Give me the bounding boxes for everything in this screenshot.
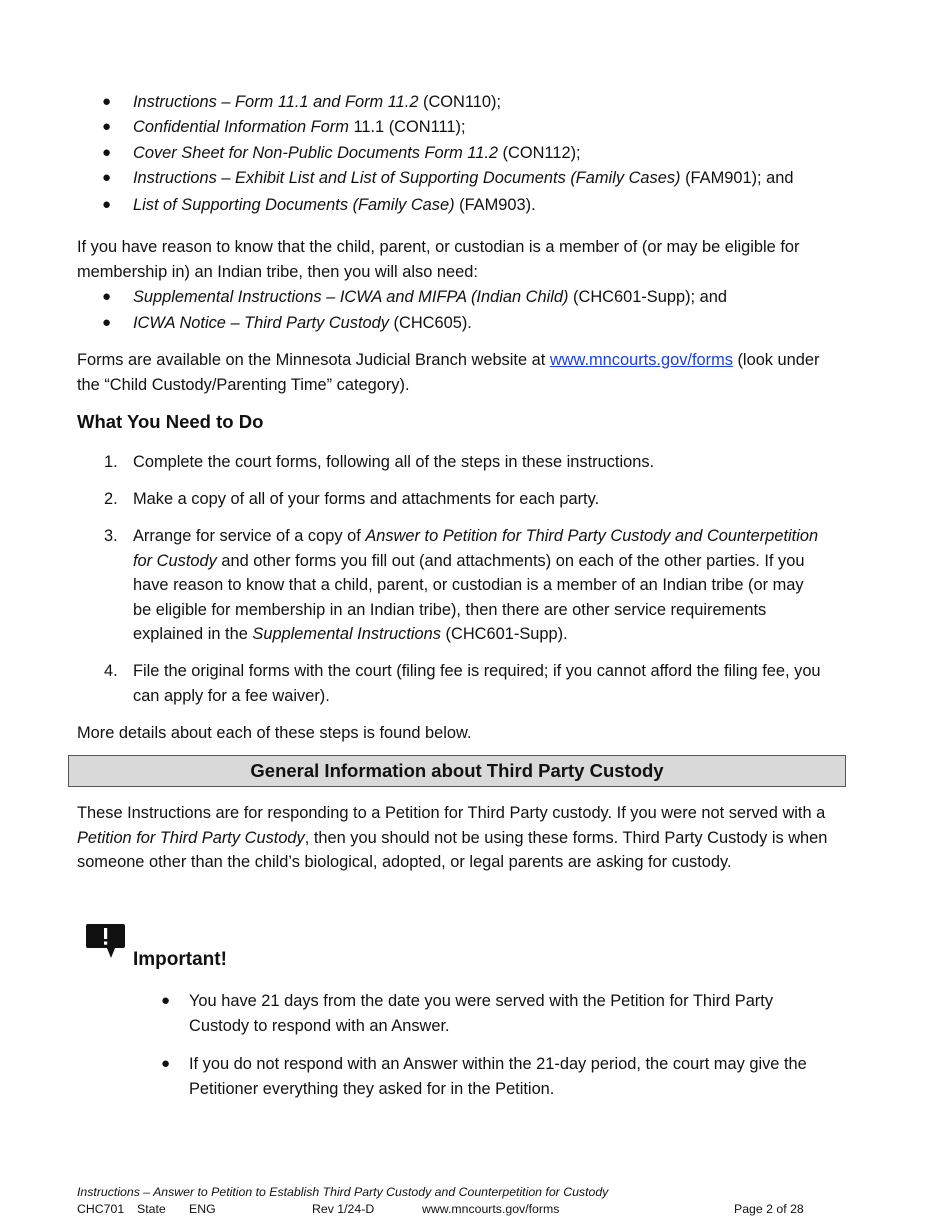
- form-code: (FAM903).: [454, 196, 536, 214]
- form-title: Supplemental Instructions: [252, 625, 441, 643]
- general-info-paragraph: [77, 801, 847, 875]
- form-code: (CON112);: [498, 144, 581, 162]
- step-text: [133, 524, 823, 647]
- step-text: Make a copy of all of your forms and attachments for each party.: [133, 490, 600, 508]
- step-text: Complete the court forms, following all of the steps in these instructions.: [133, 453, 655, 471]
- important-text: You have 21 days from the date you were served with the Petition for Third Party Custody to respond with an Answer.: [189, 992, 774, 1035]
- form-code: (CON110);: [418, 93, 502, 111]
- step-text: File the original forms with the court (filing fee is required; if you cannot afford the filing fee, you can apply for a fee waiver).: [133, 662, 821, 705]
- bullet-icon: ●: [102, 196, 112, 213]
- bullet-icon: ●: [161, 1055, 171, 1072]
- bullet-icon: ●: [102, 93, 112, 110]
- footer-website[interactable]: www.mncourts.gov/forms: [422, 1202, 560, 1216]
- steps-closing-text: More details about each of these steps is found below.: [77, 724, 472, 742]
- important-text: If you do not respond with an Answer within the 21-day period, the court may give the Petitioner everything they asked for in the Petition.: [189, 1055, 807, 1098]
- forms-text-tail: (look under the “Child Custody/Parenting Time” category).: [77, 351, 820, 394]
- form-title: Instructions – Form 11.1 and Form 11.2: [133, 93, 419, 111]
- form-title: Confidential Information Form: [133, 118, 349, 136]
- bullet-icon: ●: [161, 992, 171, 1009]
- bullet-icon: ●: [102, 169, 112, 186]
- indian-tribe-paragraph: If you have reason to know that the child, parent, or custodian is a member of (or may be eligible for membership in) an Indian tribe, then you will also need:: [77, 238, 800, 281]
- form-code: 11.1 (CON111);: [348, 118, 466, 136]
- forms-availability-paragraph: [77, 348, 837, 397]
- form-title: Answer to Petition for Third Party Custody and Counterpetition for Custody: [133, 527, 819, 570]
- form-title: Petition for Third Party Custody: [77, 828, 305, 847]
- step-text-part: (CHC601-Supp).: [441, 625, 568, 643]
- step-number: 1.: [104, 453, 118, 471]
- step-number: 2.: [104, 490, 118, 508]
- form-title: ICWA Notice – Third Party Custody: [133, 314, 389, 332]
- footer-revision: Rev 1/24-D: [312, 1202, 375, 1216]
- footer-form-code: CHC701: [77, 1202, 125, 1216]
- important-label: Important!: [133, 949, 227, 970]
- step-number: 4.: [104, 662, 118, 680]
- form-title: List of Supporting Documents (Family Case): [133, 196, 455, 214]
- exclamation-speech-bubble-icon: [85, 923, 127, 961]
- step-text-part: and other forms you fill out (and attachments) on each of the other parties. If you have reason to know that a child, parent, or custodian is a member of an Indian tribe (or may be eligible for membership in an Indian tribe), then there are other service requirements explained in the: [133, 551, 805, 643]
- form-code: (CHC605).: [388, 314, 472, 332]
- what-to-do-heading: What You Need to Do: [77, 411, 264, 432]
- general-info-text-tail: , then you should not be using these forms. Third Party Custody is when someone other than the child’s biological, adopted, or legal parents are asking for custody.: [77, 828, 828, 871]
- forms-text: Forms are available on the Minnesota Judicial Branch website at: [77, 351, 550, 369]
- footer-page-number: Page 2 of 28: [734, 1202, 804, 1216]
- form-code: (FAM901); and: [680, 169, 794, 187]
- footer-language: ENG: [189, 1202, 216, 1216]
- footer-jurisdiction: State: [137, 1202, 166, 1216]
- forms-website-link[interactable]: www.mncourts.gov/forms: [549, 351, 733, 369]
- form-title: Cover Sheet for Non-Public Documents Form 11.2: [133, 144, 498, 162]
- general-info-text: These Instructions are for responding to a Petition for Third Party custody. If you were not served with a: [77, 804, 826, 822]
- bullet-icon: ●: [102, 288, 112, 305]
- general-info-heading: General Information about Third Party Custody: [68, 755, 846, 787]
- footer-title: Instructions – Answer to Petition to Establish Third Party Custody and Counterpetition for Custody: [77, 1185, 609, 1199]
- bullet-icon: ●: [102, 144, 112, 161]
- bullet-icon: ●: [102, 118, 112, 135]
- form-title: Supplemental Instructions – ICWA and MIFPA (Indian Child): [133, 288, 569, 306]
- form-title: Instructions – Exhibit List and List of Supporting Documents (Family Cases): [133, 169, 681, 187]
- step-number: 3.: [104, 527, 118, 545]
- bullet-icon: ●: [102, 314, 112, 331]
- form-code: (CHC601-Supp); and: [568, 288, 727, 306]
- step-text-part: Arrange for service of a copy of: [133, 527, 366, 545]
